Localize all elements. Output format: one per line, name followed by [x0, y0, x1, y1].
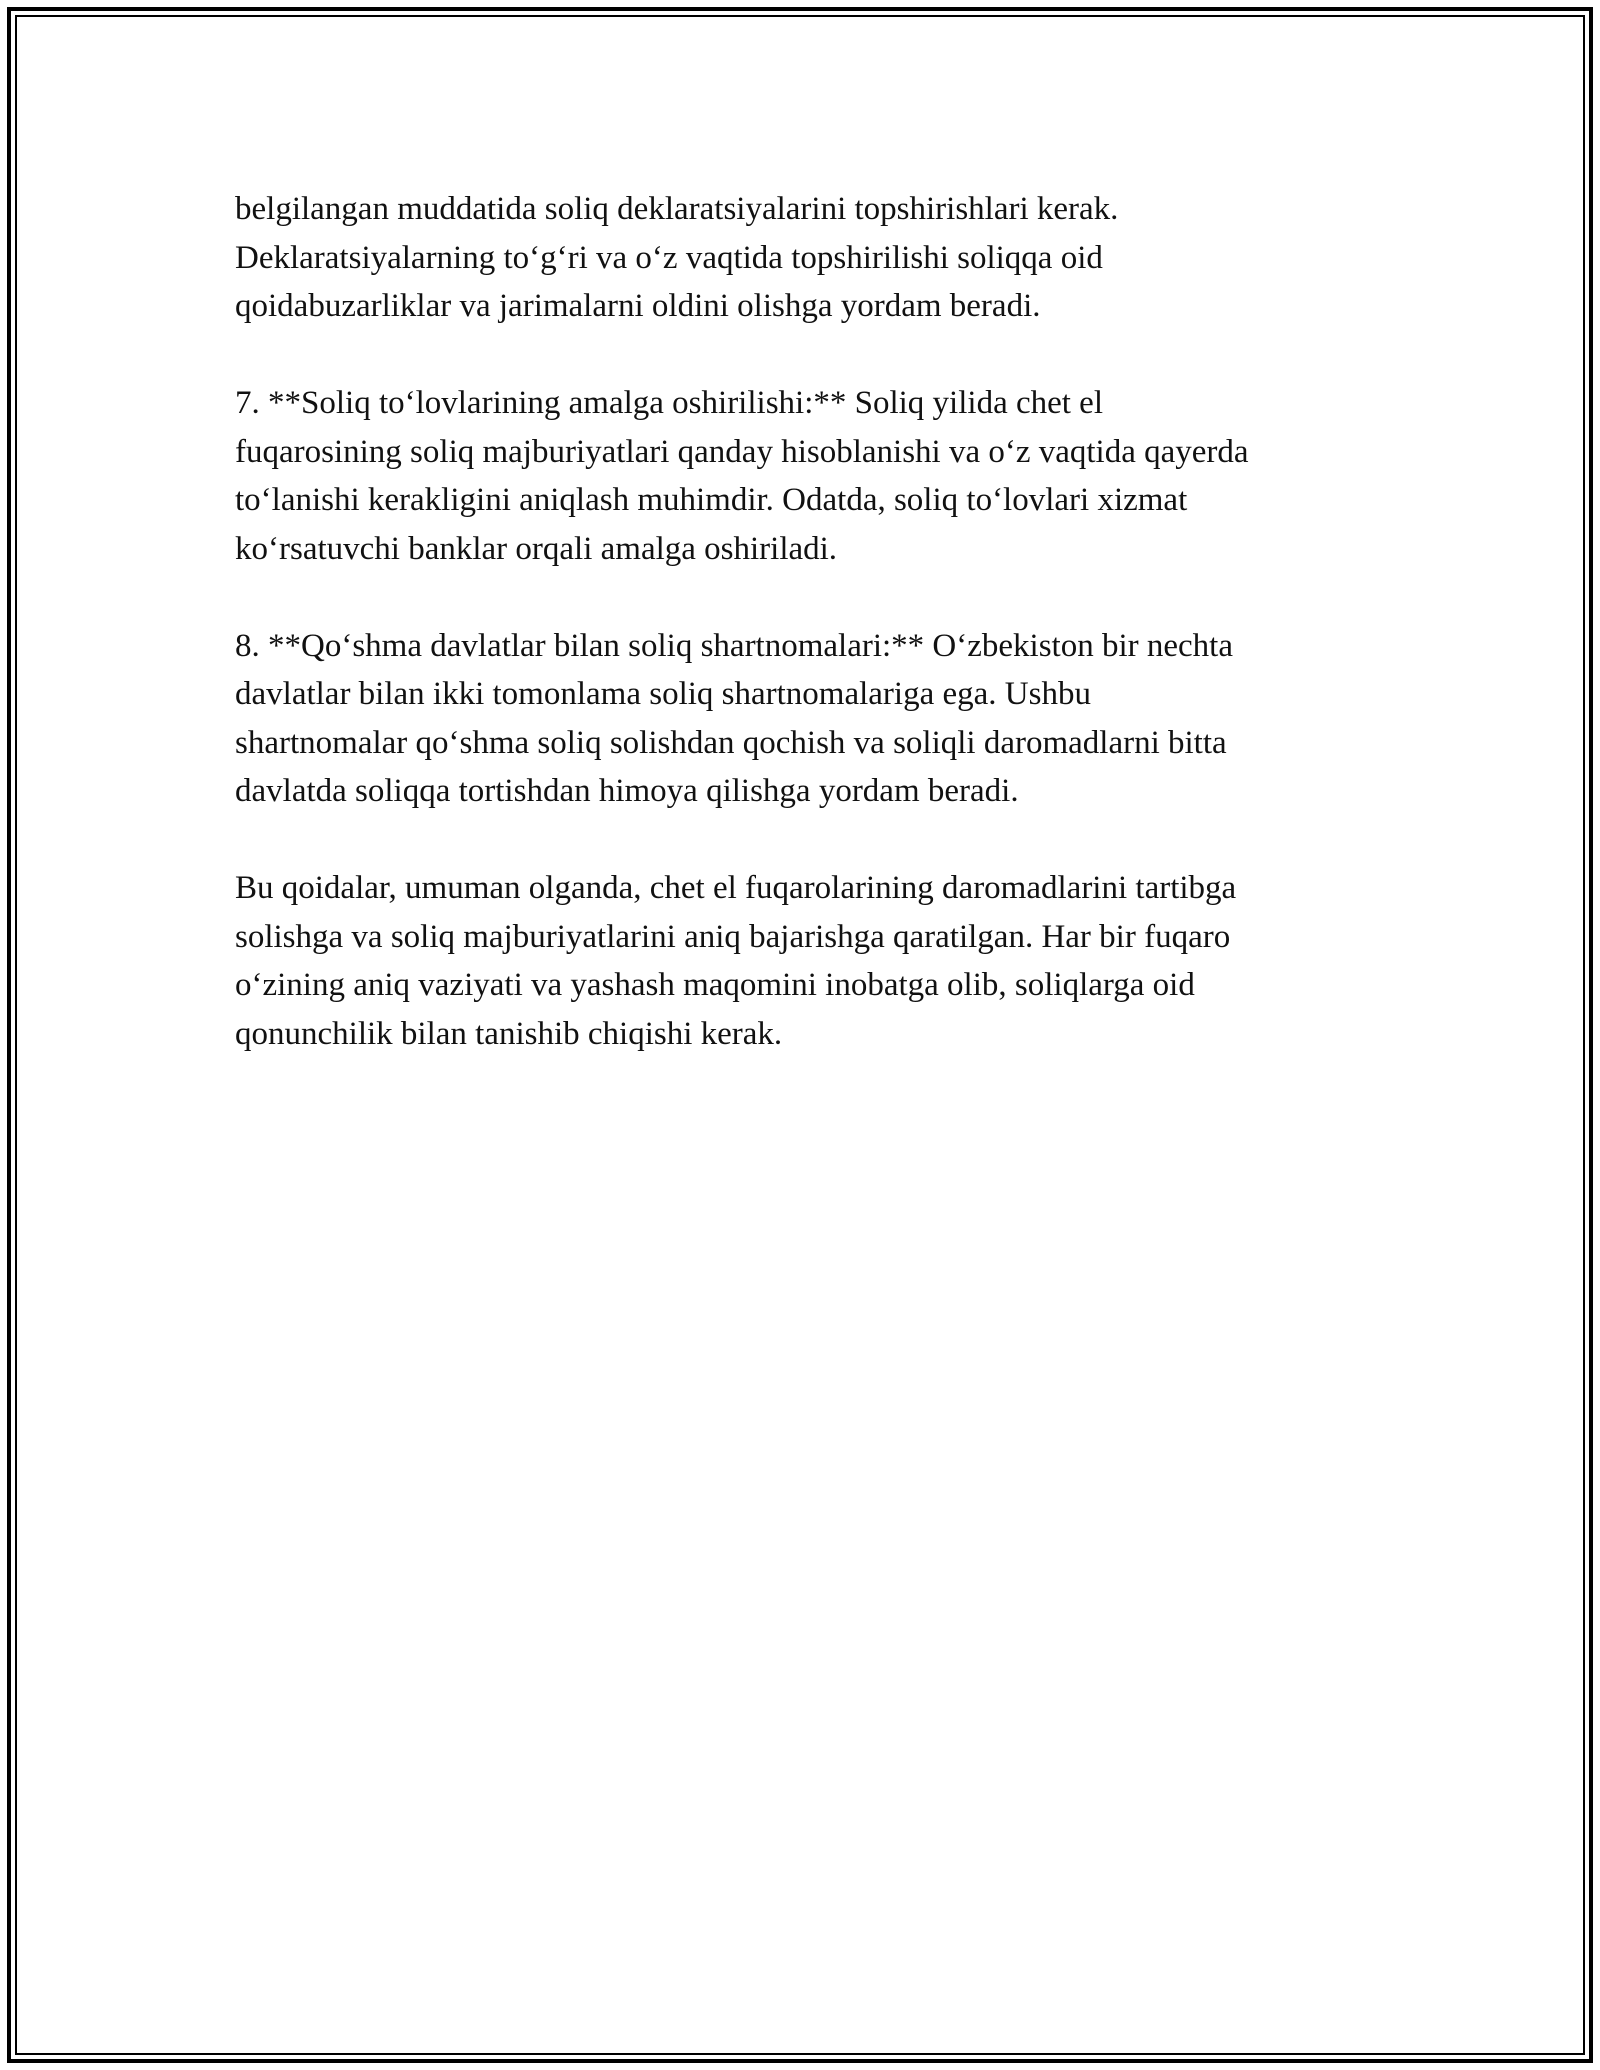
- paragraph-declarations: belgilangan muddatida soliq deklaratsiyalarini topshirishlari kerak. Deklaratsiyalarning to‘g‘ri va o‘z vaqtida topshirilishi soliqqa oid qoidabuzarliklar va jarimalarni oldini olishga yordam beradi.: [235, 191, 1119, 324]
- document-body: [235, 185, 1395, 1107]
- paragraph-tax-payments: 7. **Soliq to‘lovlarining amalga oshirilishi:** Soliq yilida chet el fuqarosining soliq majburiyatlari qanday hisoblanishi va o‘z vaqtida qayerda to‘lanishi kerakligini aniqlash muhimdir. Odatda, soliq to‘lovlari xizmat ko‘rsatuvchi banklar orqali amalga oshiriladi.: [235, 385, 1249, 567]
- paragraph-tax-treaties: 8. **Qo‘shma davlatlar bilan soliq shartnomalari:** O‘zbekiston bir nechta davlatlar bilan ikki tomonlama soliq shartnomalariga ega. Ushbu shartnomalar qo‘shma soliq solishdan qochish va soliqli daromadlarni bitta davlatda soliqqa tortishdan himoya qilishga yordam beradi.: [235, 627, 1233, 809]
- paragraph-conclusion: Bu qoidalar, umuman olganda, chet el fuqarolarining daromadlarini tartibga solishga va soliq majburiyatlarini aniq bajarishga qaratilgan. Har bir fuqaro o‘zining aniq vaziyati va yashash maqomini inobatga olib, soliqlarga oid qonunchilik bilan tanishib chiqishi kerak.: [235, 870, 1237, 1052]
